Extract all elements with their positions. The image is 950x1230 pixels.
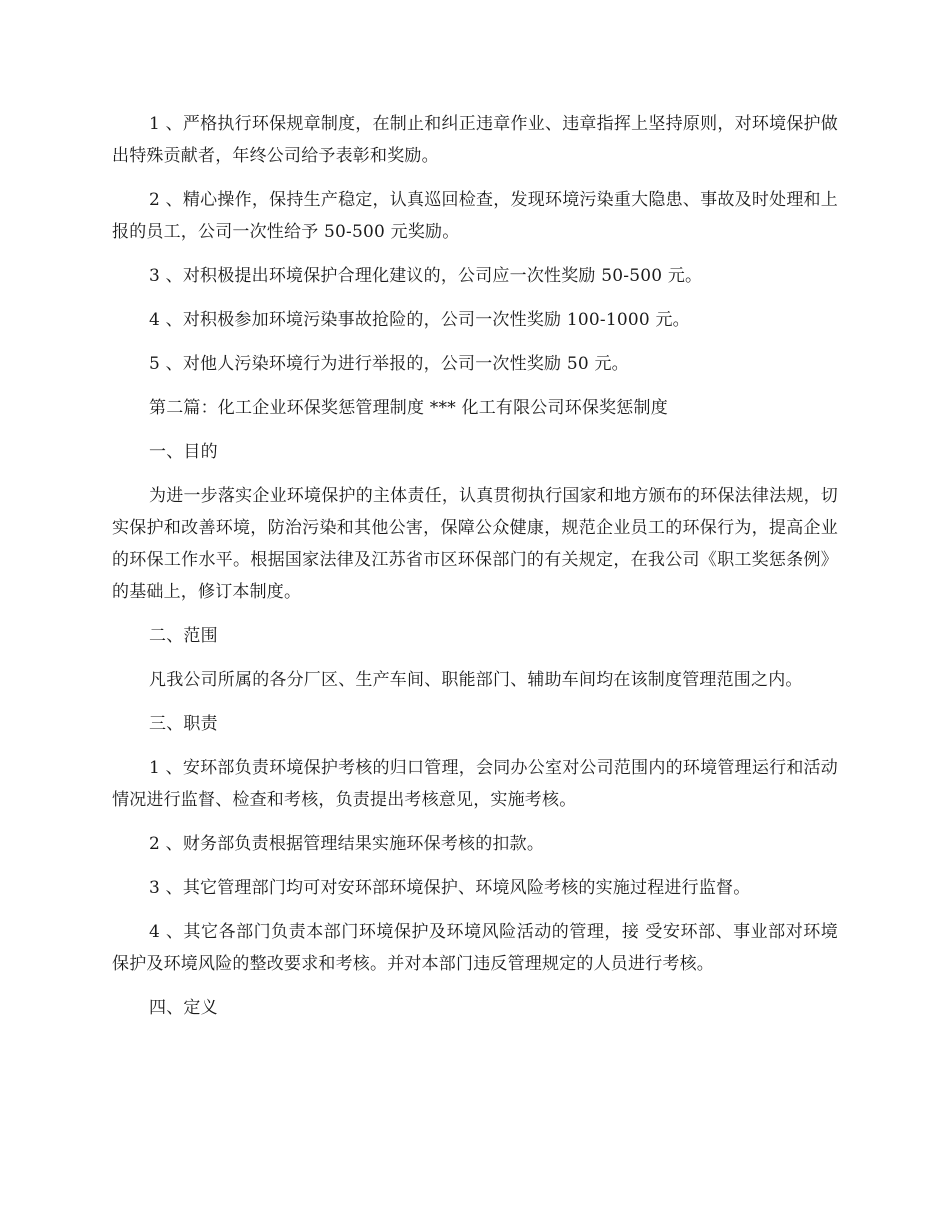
section-heading-purpose: 一、目的 bbox=[149, 442, 218, 462]
reward-item-2: 2 、精心操作，保持生产稳定，认真巡回检查，发现环境污染重大隐患、事故及时处理和上报的员工，公司一次性给予 50-500 元奖励。 bbox=[112, 190, 838, 242]
section-heading-definitions: 四、定义 bbox=[149, 998, 218, 1018]
duty-item-4: 4 、其它各部门负责本部门环境保护及环境风险活动的管理，接 受安环部、事业部对环境保护及环境风险的整改要求和考核。并对本部门违反管理规定的人员进行考核。 bbox=[112, 922, 838, 974]
reward-item-4: 4 、对积极参加环境污染事故抢险的，公司一次性奖励 100-1000 元。 bbox=[149, 310, 690, 330]
duty-item-1: 1 、安环部负责环境保护考核的归口管理，会同办公室对公司范围内的环境管理运行和活动情况进行监督、检查和考核，负责提出考核意见，实施考核。 bbox=[112, 758, 838, 810]
section-heading-scope: 二、范围 bbox=[149, 626, 218, 646]
section-heading-duties: 三、职责 bbox=[149, 714, 218, 734]
reward-item-1: 1 、严格执行环保规章制度，在制止和纠正违章作业、违章指挥上坚持原则，对环境保护做出特殊贡献者，年终公司给予表彰和奖励。 bbox=[112, 114, 838, 166]
duty-item-3: 3 、其它管理部门均可对安环部环境保护、环境风险考核的实施过程进行监督。 bbox=[149, 878, 751, 898]
duty-item-2: 2 、财务部负责根据管理结果实施环保考核的扣款。 bbox=[149, 834, 545, 854]
scope-text: 凡我公司所属的各分厂区、生产车间、职能部门、辅助车间均在该制度管理范围之内。 bbox=[149, 670, 803, 690]
chapter-title: 第二篇：化工企业环保奖惩管理制度 *** 化工有限公司环保奖惩制度 bbox=[149, 398, 668, 418]
document-page bbox=[112, 108, 838, 1036]
reward-item-5: 5 、对他人污染环境行为进行举报的，公司一次性奖励 50 元。 bbox=[149, 354, 629, 374]
reward-item-3: 3 、对积极提出环境保护合理化建议的，公司应一次性奖励 50-500 元。 bbox=[149, 266, 703, 286]
purpose-text: 为进一步落实企业环境保护的主体责任，认真贯彻执行国家和地方颁布的环保法律法规，切实保护和改善环境，防治污染和其他公害，保障公众健康，规范企业员工的环保行为，提高企业的环保工作水平。根据国家法律及江苏省市区环保部门的有关规定，在我公司《职工奖惩条例》的基础上，修订本制度。 bbox=[112, 486, 838, 602]
